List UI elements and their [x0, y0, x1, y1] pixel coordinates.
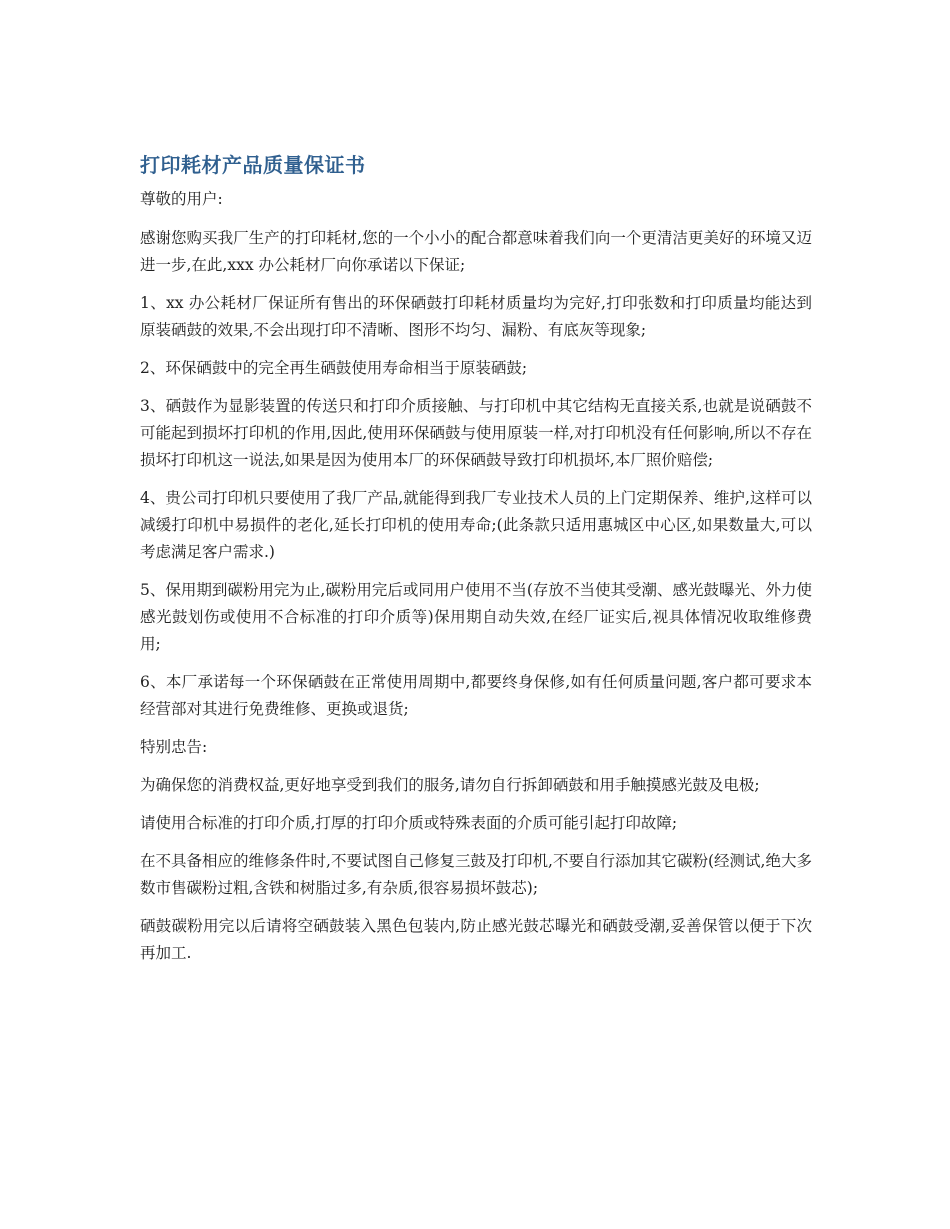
- paragraph-notice-2: 请使用合标准的打印介质,打厚的打印介质或特殊表面的介质可能引起打印故障;: [140, 814, 678, 832]
- salutation: 尊敬的用户:: [140, 190, 223, 208]
- paragraph-clause-2: 2、环保硒鼓中的完全再生硒鼓使用寿命相当于原装硒鼓;: [140, 359, 528, 377]
- paragraph-notice-3: 在不具备相应的维修条件时,不要试图自己修复三鼓及打印机,不要自行添加其它碳粉(经测试,绝大多数市售碳粉过粗,含铁和树脂过多,有杂质,很容易损坏鼓芯);: [140, 852, 812, 897]
- paragraph-clause-5: 5、保用期到碳粉用完为止,碳粉用完后或同用户使用不当(存放不当使其受潮、感光鼓曝光、外力使感光鼓划伤或使用不合标准的打印介质等)保用期自动失效,在经厂证实后,视具体情况收取维修费用;: [140, 581, 812, 653]
- document-title: 打印耗材产品质量保证书: [140, 153, 366, 177]
- document-body: [140, 150, 812, 978]
- paragraph-clause-4: 4、贵公司打印机只要使用了我厂产品,就能得到我厂专业技术人员的上门定期保养、维护,这样可以减缓打印机中易损件的老化,延长打印机的使用寿命;(此条款只适用惠城区中心区,如果数量大,可以考虑满足客户需求.): [140, 489, 812, 561]
- paragraph-clause-3: 3、硒鼓作为显影装置的传送只和打印介质接触、与打印机中其它结构无直接关系,也就是说硒鼓不可能起到损坏打印机的作用,因此,使用环保硒鼓与使用原装一样,对打印机没有任何影响,所以不存在损坏打印机这一说法,如果是因为使用本厂的环保硒鼓导致打印机损坏,本厂照价赔偿;: [140, 397, 812, 469]
- paragraph-notice-4: 硒鼓碳粉用完以后请将空硒鼓装入黑色包装内,防止感光鼓芯曝光和硒鼓受潮,妥善保管以便于下次再加工.: [140, 917, 812, 962]
- paragraph-clause-6: 6、本厂承诺每一个环保硒鼓在正常使用周期中,都要终身保修,如有任何质量问题,客户都可要求本经营部对其进行免费维修、更换或退货;: [140, 673, 812, 718]
- paragraph-intro: 感谢您购买我厂生产的打印耗材,您的一个小小的配合都意味着我们向一个更清洁更美好的环境又迈进一步,在此,xxx 办公耗材厂向你承诺以下保证;: [140, 229, 812, 274]
- paragraph-notice-1: 为确保您的消费权益,更好地享受到我们的服务,请勿自行拆卸硒鼓和用手触摸感光鼓及电极;: [140, 776, 760, 794]
- special-notice-heading: 特别忠告:: [140, 738, 208, 756]
- paragraph-clause-1: 1、xx 办公耗材厂保证所有售出的环保硒鼓打印耗材质量均为完好,打印张数和打印质量均能达到原装硒鼓的效果,不会出现打印不清晰、图形不均匀、漏粉、有底灰等现象;: [140, 294, 812, 339]
